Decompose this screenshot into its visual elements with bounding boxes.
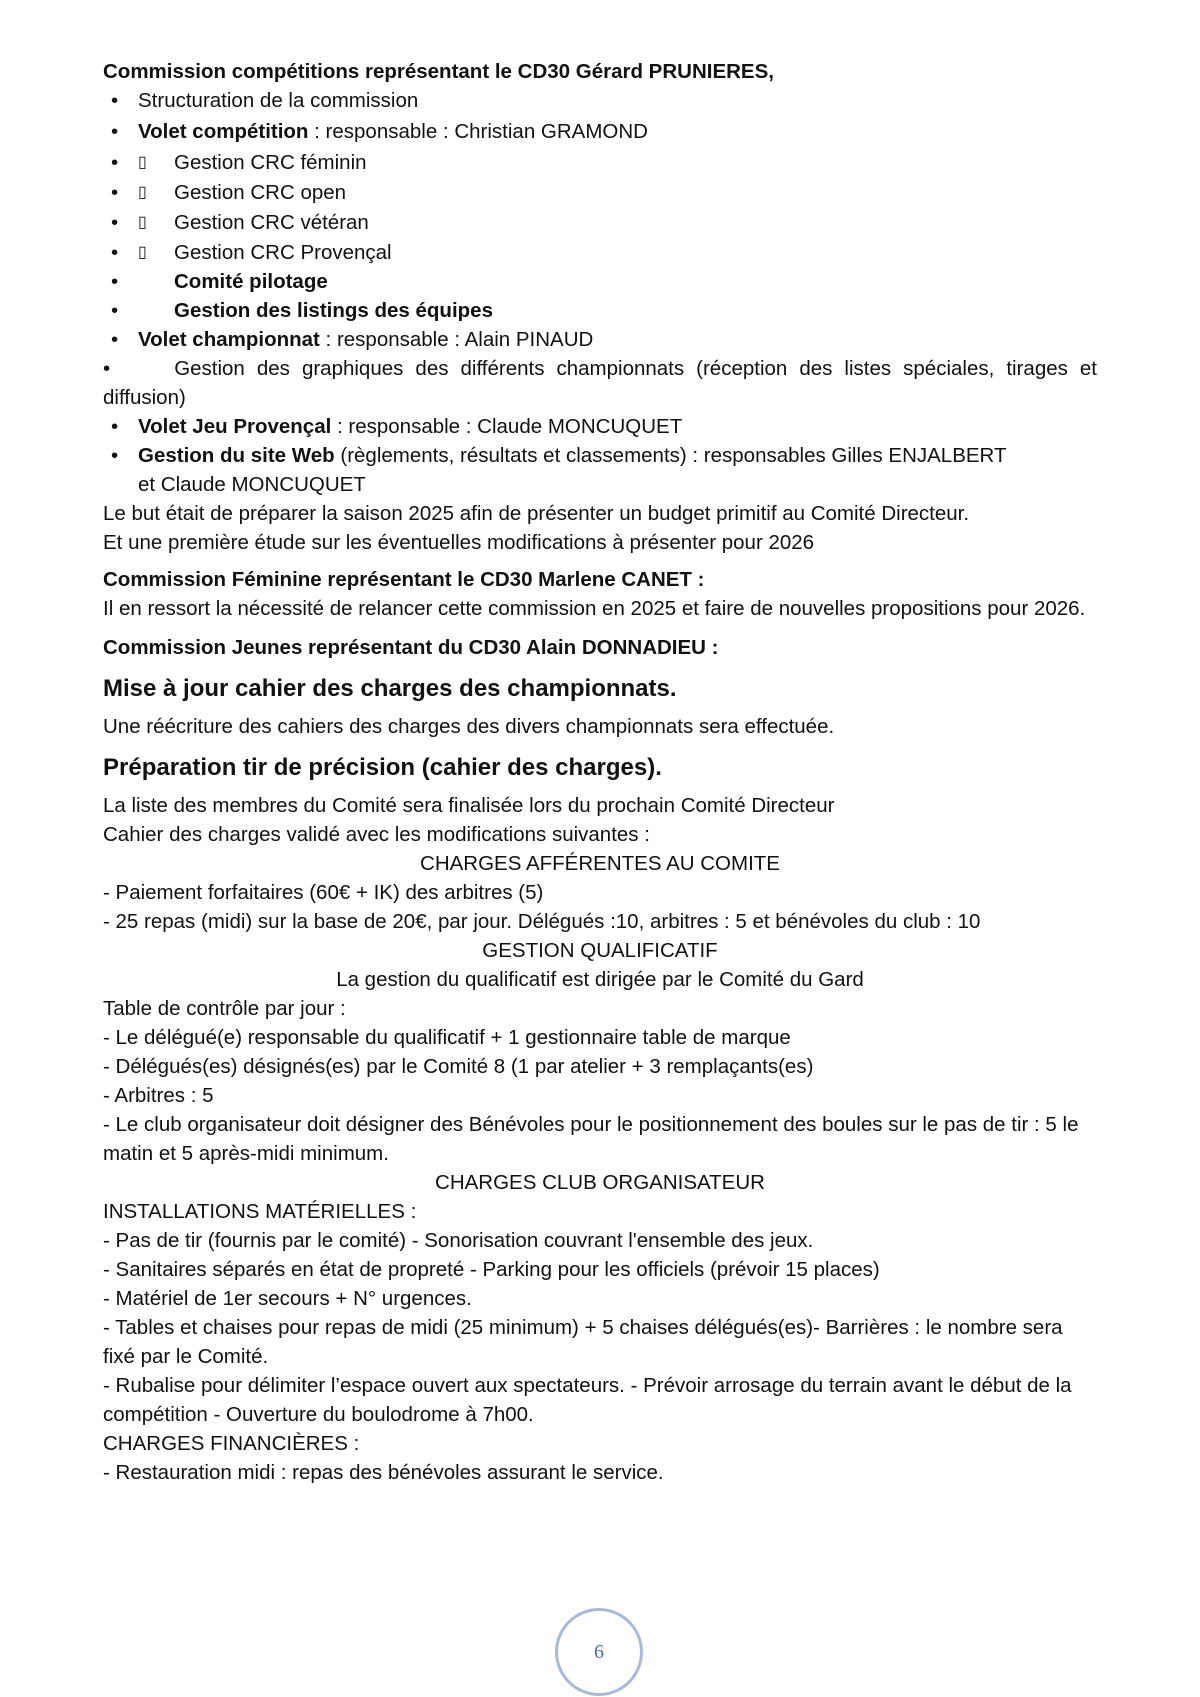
box-glyph-icon: ▯ (138, 214, 147, 231)
list-item (103, 86, 1097, 115)
section-title: CHARGES CLUB ORGANISATEUR (435, 1171, 765, 1194)
paragraph: - Délégués(es) désignés(es) par le Comité 8 (1 par atelier + 3 remplaçants(es) (103, 1055, 814, 1078)
bullet-icon: • (111, 120, 119, 143)
section-title: GESTION QUALIFICATIF (482, 939, 718, 962)
paragraph: Une réécriture des cahiers des charges des divers championnats sera effectuée. (103, 715, 835, 738)
list-item (103, 325, 1097, 354)
list-item (103, 117, 1097, 146)
bullet-icon: • (111, 270, 119, 293)
list-item-text: Gestion CRC Provençal (174, 241, 392, 264)
bullet-icon: • (111, 444, 119, 467)
list-item-text (138, 117, 648, 146)
list-item-text (138, 441, 1018, 499)
list-item-text: Gestion CRC féminin (174, 151, 367, 174)
bullet-icon: • (111, 328, 119, 351)
list-item (103, 296, 1097, 325)
list-item-text: Gestion des listings des équipes (174, 299, 493, 322)
list-item (103, 441, 1097, 499)
volet-championnat-rest: : responsable : Alain PINAUD (319, 328, 594, 351)
paragraph: - Paiement forfaitaires (60€ + IK) des arbitres (5) (103, 881, 544, 904)
paragraph: Cahier des charges validé avec les modifications suivantes : (103, 823, 650, 846)
competitions-heading: Commission compétitions représentant le CD30 Gérard PRUNIERES, (103, 60, 774, 83)
paragraph: - 25 repas (midi) sur la base de 20€, par jour. Délégués :10, arbitres : 5 et bénévoles du club : 10 (103, 910, 981, 933)
volet-provencal-rest: : responsable : Claude MONCUQUET (331, 415, 683, 438)
paragraph: - Tables et chaises pour repas de midi (25 minimum) + 5 chaises délégués(es)- Barrières : le nombre sera fixé par le Comité. (103, 1316, 1063, 1368)
list-item (103, 412, 1097, 441)
graphiques-text: Gestion des graphiques des différents championnats (réception des listes spéciales, tirages et diffusion) (103, 357, 1097, 409)
graphiques-paragraph (103, 354, 1097, 412)
list-item (103, 267, 1097, 296)
bullet-icon: • (111, 299, 119, 322)
precision-heading: Préparation tir de précision (cahier des charges). (103, 754, 662, 781)
paragraph: - Sanitaires séparés en état de propreté - Parking pour les officiels (prévoir 15 places) (103, 1258, 880, 1281)
paragraph: INSTALLATIONS MATÉRIELLES : (103, 1200, 417, 1223)
paragraph: - Rubalise pour délimiter l’espace ouvert aux spectateurs. - Prévoir arrosage du terrain avant le début de la compétition - Ouverture du boulodrome à 7h00. (103, 1374, 1072, 1426)
paragraph: La gestion du qualificatif est dirigée par le Comité du Gard (336, 968, 864, 991)
paragraph: - Le délégué(e) responsable du qualificatif + 1 gestionnaire table de marque (103, 1026, 791, 1049)
list-item-text (138, 412, 682, 441)
list-item (103, 208, 1097, 237)
bullet-icon: • (111, 151, 119, 174)
list-item-text: Comité pilotage (174, 270, 328, 293)
paragraph: - Matériel de 1er secours + N° urgences. (103, 1287, 472, 1310)
paragraph: - Restauration midi : repas des bénévoles assurant le service. (103, 1461, 664, 1484)
list-item (103, 238, 1097, 267)
list-item-text: Structuration de la commission (138, 89, 419, 112)
section-title: CHARGES AFFÉRENTES AU COMITE (420, 852, 780, 875)
paragraph: - Pas de tir (fournis par le comité) - Sonorisation couvrant l'ensemble des jeux. (103, 1229, 814, 1252)
bullet-icon: • (111, 415, 119, 438)
volet-competition-rest: : responsable : Christian GRAMOND (308, 120, 648, 143)
list-item-text: Gestion CRC vétéran (174, 211, 369, 234)
paragraph: CHARGES FINANCIÈRES : (103, 1432, 360, 1455)
site-web-label: Gestion du site Web (138, 444, 335, 467)
paragraph: Le but était de préparer la saison 2025 afin de présenter un budget primitif au Comité Directeur. (103, 502, 970, 525)
document-page (103, 57, 1097, 1487)
paragraph: - Le club organisateur doit désigner des Bénévoles pour le positionnement des boules sur le pas de tir : 5 le matin et 5 après-midi minimum. (103, 1113, 1079, 1165)
page-number: 6 (555, 1608, 643, 1696)
feminine-heading: Commission Féminine représentant le CD30 Marlene CANET : (103, 568, 705, 591)
paragraph: Il en ressort la nécessité de relancer cette commission en 2025 et faire de nouvelles propositions pour 2026. (103, 597, 1086, 620)
paragraph: Table de contrôle par jour : (103, 997, 346, 1020)
bullet-icon: • (111, 241, 119, 264)
list-item (103, 178, 1097, 207)
paragraph: La liste des membres du Comité sera finalisée lors du prochain Comité Directeur (103, 794, 835, 817)
volet-competition-label: Volet compétition (138, 120, 309, 143)
list-item-text: Gestion CRC open (174, 181, 347, 204)
jeunes-heading: Commission Jeunes représentant du CD30 Alain DONNADIEU : (103, 636, 719, 659)
bullet-icon: • (111, 211, 119, 234)
maj-heading: Mise à jour cahier des charges des championnats. (103, 675, 677, 702)
bullet-icon: • (111, 89, 119, 112)
paragraph: Et une première étude sur les éventuelles modifications à présenter pour 2026 (103, 531, 815, 554)
list-item-text (138, 325, 593, 354)
list-item (103, 148, 1097, 177)
bullet-icon: • (111, 181, 119, 204)
box-glyph-icon: ▯ (138, 244, 147, 261)
volet-provencal-label: Volet Jeu Provençal (138, 415, 332, 438)
box-glyph-icon: ▯ (138, 154, 147, 171)
site-web-rest: (règlements, résultats et classements) : responsables Gilles ENJALBERT et Claude MONCUQUET (138, 444, 1007, 496)
bullet-icon: • (103, 357, 111, 380)
box-glyph-icon: ▯ (138, 184, 147, 201)
volet-championnat-label: Volet championnat (138, 328, 320, 351)
paragraph: - Arbitres : 5 (103, 1084, 214, 1107)
